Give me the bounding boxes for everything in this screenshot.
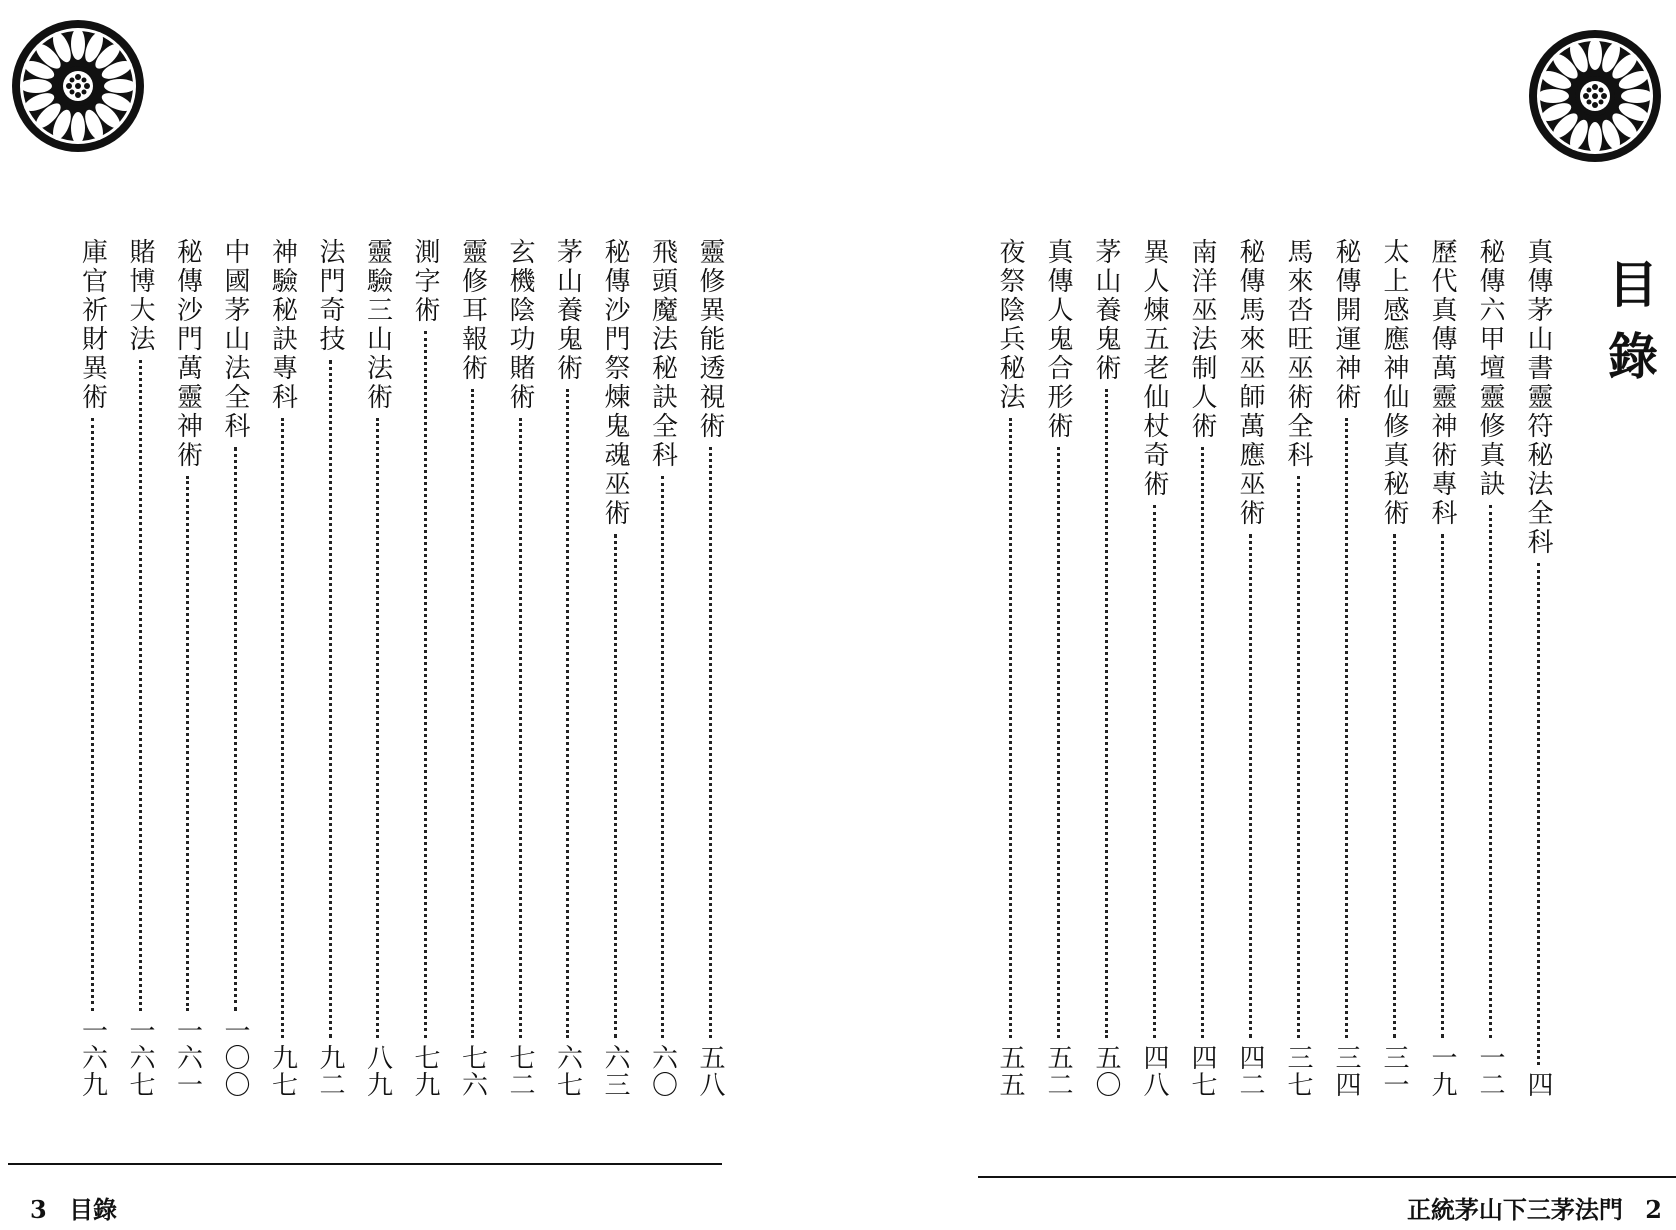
toc-entry-title: 秘傳沙門祭煉鬼魂巫術 [600,238,630,528]
toc-entry-page: 六七 [552,1044,583,1098]
bottom-rule [8,1163,722,1165]
dot-leader [1153,505,1156,1038]
toc-entry [1136,238,1172,1098]
toc-entry [692,238,728,1098]
toc-entry-page: 六〇 [647,1044,678,1098]
dot-leader [1537,563,1540,1065]
toc-entry-page: 四二 [1235,1044,1265,1098]
right-page [960,0,1676,1230]
page-number: 2 [1645,1195,1662,1224]
page-footer [30,1190,131,1225]
dot-leader [1441,534,1444,1038]
toc-entry-title: 神驗秘訣專科 [267,238,298,412]
toc-entry-title: 賭博大法 [125,238,155,354]
toc-entry [1328,238,1364,1098]
toc-entry-title: 靈修異能透視術 [695,238,725,441]
dot-leader [519,418,522,1038]
toc-entry-page: 一二 [1475,1044,1505,1098]
toc-entry [1472,238,1508,1098]
toc-entry-title: 飛頭魔法秘訣全科 [647,238,678,470]
dot-leader [424,331,427,1038]
toc-entry [550,238,586,1098]
toc-entry-page: 三一 [1379,1044,1409,1098]
toc-entry-title: 馬來呇旺巫術全科 [1283,238,1313,470]
toc-entry-title: 玄機陰功賭術 [505,238,535,412]
dot-leader [614,534,617,1038]
toc-entry-page: 九二 [315,1044,345,1098]
toc-entry-title: 異人煉五老仙杖奇術 [1139,238,1169,499]
toc-entry [1424,238,1460,1098]
toc-entry-title: 南洋巫法制人術 [1187,238,1217,441]
toc-entry-title: 茅山養鬼術 [552,238,583,383]
dot-leader [186,476,189,1011]
toc-entry-page: 三四 [1331,1044,1361,1098]
toc-entry [312,238,348,1098]
toc-entry [217,238,253,1098]
lotus-medallion-icon [1525,26,1665,166]
dot-leader [661,476,664,1038]
toc-entry-page: 一六七 [125,1017,155,1098]
page-number: 3 [30,1195,47,1224]
toc-entry [645,238,681,1098]
toc-entry-title: 秘傳六甲壇靈修真訣 [1475,238,1505,499]
toc-entry [597,238,633,1098]
toc-entry-title: 秘傳開運神術 [1331,238,1361,412]
toc-entry [360,238,396,1098]
running-title: 目錄 [69,1195,118,1224]
bottom-rule [978,1176,1676,1178]
dot-leader [234,447,237,1011]
toc-entry [122,238,158,1098]
toc-entry-title: 真傳人鬼合形術 [1043,238,1073,441]
dot-leader [1489,505,1492,1038]
toc-entry-title: 靈修耳報術 [457,238,488,383]
toc-entry-page: 四 [1523,1071,1553,1098]
toc-entry-page: 一六九 [77,1017,108,1098]
toc-entry-title: 太上感應神仙修真秘術 [1379,238,1409,528]
running-title: 正統茅山下三茅法門 [1406,1195,1623,1224]
toc-entry-page: 四八 [1139,1044,1169,1098]
page-footer [1407,1190,1662,1225]
toc-entry [1040,238,1076,1098]
dot-leader [566,389,569,1038]
toc-entry-page: 一九 [1427,1044,1457,1098]
dot-leader [1201,447,1204,1038]
dot-leader [1393,534,1396,1038]
toc-entry-title: 歷代真傳萬靈神術專科 [1427,238,1457,528]
toc-entry-page: 一六一 [172,1017,203,1098]
dot-leader [139,360,142,1011]
dot-leader [1105,389,1108,1038]
toc-entry-page: 五五 [995,1044,1025,1098]
dot-leader [1009,418,1012,1038]
dot-leader [1249,534,1252,1038]
lotus-medallion-icon [8,16,148,156]
toc-entry [265,238,301,1098]
toc-entry-title: 秘傳馬來巫師萬應巫術 [1235,238,1265,528]
toc-entry-title: 中國茅山法全科 [220,238,250,441]
left-page [0,0,760,1230]
toc-entry [1088,238,1124,1098]
dot-leader [1057,447,1060,1038]
toc-entry-title: 測字術 [410,238,440,325]
dot-leader [709,447,712,1038]
toc-entry-page: 六三 [600,1044,630,1098]
toc-entry [502,238,538,1098]
toc-entry [1280,238,1316,1098]
toc-entry-title: 秘傳沙門萬靈神術 [172,238,203,470]
toc-entry-page: 四七 [1187,1044,1217,1098]
toc-entry-page: 一〇〇 [220,1017,250,1098]
toc-entry-page: 七六 [457,1044,488,1098]
dot-leader [91,418,94,1011]
toc-entry-page: 三七 [1283,1044,1313,1098]
toc-entry [1520,238,1556,1098]
toc-entry-page: 八九 [362,1044,393,1098]
toc-entry-title: 靈驗三山法術 [362,238,393,412]
toc-heading: 目錄 [1600,258,1659,402]
toc-entry-title: 茅山養鬼術 [1091,238,1121,383]
toc-entry-title: 夜祭陰兵秘法 [995,238,1025,412]
dot-leader [471,389,474,1038]
dot-leader [376,418,379,1038]
toc-entry-page: 七九 [410,1044,440,1098]
toc-entry-title: 真傳茅山書靈符秘法全科 [1523,238,1553,557]
toc-entry [1184,238,1220,1098]
toc-entry [1232,238,1268,1098]
toc-entry-page: 五〇 [1091,1044,1121,1098]
toc-entry-page: 九七 [267,1044,298,1098]
toc-entry-page: 五二 [1043,1044,1073,1098]
dot-leader [329,360,332,1038]
dot-leader [281,418,284,1038]
toc-entry-title: 法門奇技 [315,238,345,354]
toc-entry [75,238,111,1098]
toc-entry-page: 五八 [695,1044,725,1098]
toc-entry [455,238,491,1098]
toc-entry [992,238,1028,1098]
dot-leader [1297,476,1300,1038]
toc-entry [1376,238,1412,1098]
toc-entry [170,238,206,1098]
dot-leader [1345,418,1348,1038]
toc-entry-title: 庫官祈財異術 [77,238,108,412]
toc-entry-page: 七二 [505,1044,535,1098]
toc-entry [407,238,443,1098]
